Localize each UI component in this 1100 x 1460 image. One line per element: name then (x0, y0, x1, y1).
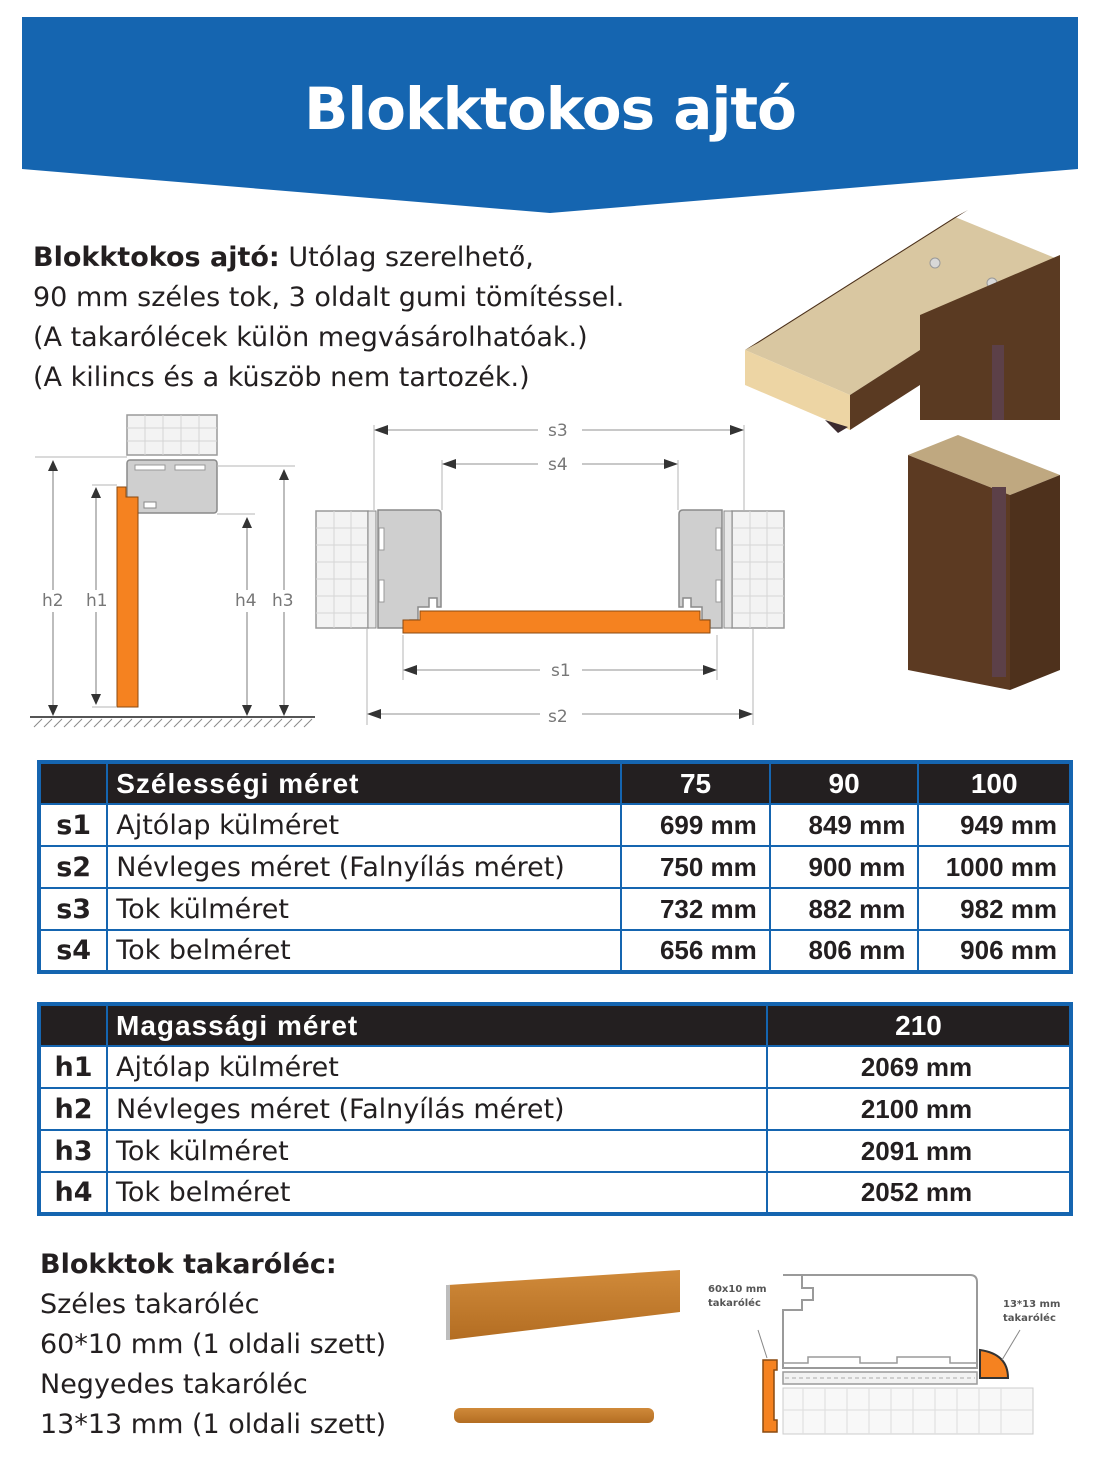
dim-label-h3: h3 (272, 591, 294, 611)
row-value: 732 mm (621, 888, 770, 930)
intro-line: (A takarólécek külön megvásárolhatóak.) (33, 322, 588, 353)
trim-description (40, 1245, 386, 1445)
row-value: 2052 mm (767, 1172, 1071, 1214)
row-label: Ajtólap külméret (107, 1046, 767, 1088)
row-value: 906 mm (918, 930, 1071, 972)
header-col-210: 210 (767, 1004, 1071, 1046)
trim-line: Széles takaróléc (40, 1289, 260, 1320)
row-value: 882 mm (770, 888, 919, 930)
dim-label-h4: h4 (235, 591, 257, 611)
row-label: Tok belméret (107, 1172, 767, 1214)
row-value: 2069 mm (767, 1046, 1071, 1088)
row-code: s2 (39, 846, 107, 888)
wide-trim-label: takaróléc (708, 1298, 761, 1309)
height-spec-table (37, 1002, 1073, 1216)
quarter-trim-label: takaróléc (1003, 1313, 1056, 1324)
header-label: Szélességi méret (107, 762, 621, 804)
row-code: s1 (39, 804, 107, 846)
table-row (39, 1088, 1071, 1130)
dim-label-s1: s1 (551, 661, 571, 681)
header-code-cell (39, 1004, 107, 1046)
row-value: 900 mm (770, 846, 919, 888)
wide-trim-label: 60x10 mm (708, 1284, 767, 1295)
trim-products-image (440, 1270, 680, 1450)
row-code: h1 (39, 1046, 107, 1088)
page-title: Blokktokos ajtó (304, 75, 796, 143)
width-spec-table (37, 760, 1073, 974)
row-value: 949 mm (918, 804, 1071, 846)
row-code: s3 (39, 888, 107, 930)
table-header-row (39, 762, 1071, 804)
trim-section-diagram (690, 1270, 1090, 1450)
row-label: Tok belméret (107, 930, 621, 972)
row-label: Tok külméret (107, 1130, 767, 1172)
intro-text (33, 238, 733, 398)
table-row (39, 1172, 1071, 1214)
dim-label-h1: h1 (86, 591, 108, 611)
row-label: Tok külméret (107, 888, 621, 930)
title-banner (22, 17, 1078, 213)
row-code: s4 (39, 930, 107, 972)
dim-label-s2: s2 (548, 707, 568, 727)
row-value: 806 mm (770, 930, 919, 972)
trim-line: Negyedes takaróléc (40, 1369, 308, 1400)
table-row (39, 804, 1071, 846)
intro-line: (A kilincs és a küszöb nem tartozék.) (33, 362, 530, 393)
row-value: 1000 mm (918, 846, 1071, 888)
row-label: Ajtólap külméret (107, 804, 621, 846)
row-value: 849 mm (770, 804, 919, 846)
trim-heading: Blokktok takaróléc: (40, 1249, 337, 1280)
quarter-trim-label: 13*13 mm (1003, 1299, 1061, 1310)
table-row (39, 930, 1071, 972)
table-row (39, 1130, 1071, 1172)
row-code: h2 (39, 1088, 107, 1130)
table-row (39, 1046, 1071, 1088)
header-col-90: 90 (770, 762, 919, 804)
dim-label-s3: s3 (548, 421, 568, 441)
dim-label-s4: s4 (548, 455, 568, 475)
row-value: 750 mm (621, 846, 770, 888)
row-label: Névleges méret (Falnyílás méret) (107, 846, 621, 888)
header-col-75: 75 (621, 762, 770, 804)
width-section-diagram (310, 410, 790, 730)
row-value: 982 mm (918, 888, 1071, 930)
table-row (39, 888, 1071, 930)
header-code-cell (39, 762, 107, 804)
intro-lead: Blokktokos ajtó: (33, 242, 280, 273)
header-label: Magassági méret (107, 1004, 767, 1046)
frame-3d-illustration (730, 205, 1100, 710)
row-value: 656 mm (621, 930, 770, 972)
trim-line: 60*10 mm (1 oldali szett) (40, 1329, 387, 1360)
dim-label-h2: h2 (42, 591, 64, 611)
height-section-diagram (20, 405, 330, 730)
intro-line: Utólag szerelhető, (279, 242, 534, 273)
row-label: Névleges méret (Falnyílás méret) (107, 1088, 767, 1130)
table-row (39, 846, 1071, 888)
row-value: 2100 mm (767, 1088, 1071, 1130)
row-code: h4 (39, 1172, 107, 1214)
trim-line: 13*13 mm (1 oldali szett) (40, 1409, 387, 1440)
intro-line: 90 mm széles tok, 3 oldalt gumi tömítéssel. (33, 282, 625, 313)
row-value: 699 mm (621, 804, 770, 846)
row-code: h3 (39, 1130, 107, 1172)
row-value: 2091 mm (767, 1130, 1071, 1172)
header-col-100: 100 (918, 762, 1071, 804)
table-header-row (39, 1004, 1071, 1046)
